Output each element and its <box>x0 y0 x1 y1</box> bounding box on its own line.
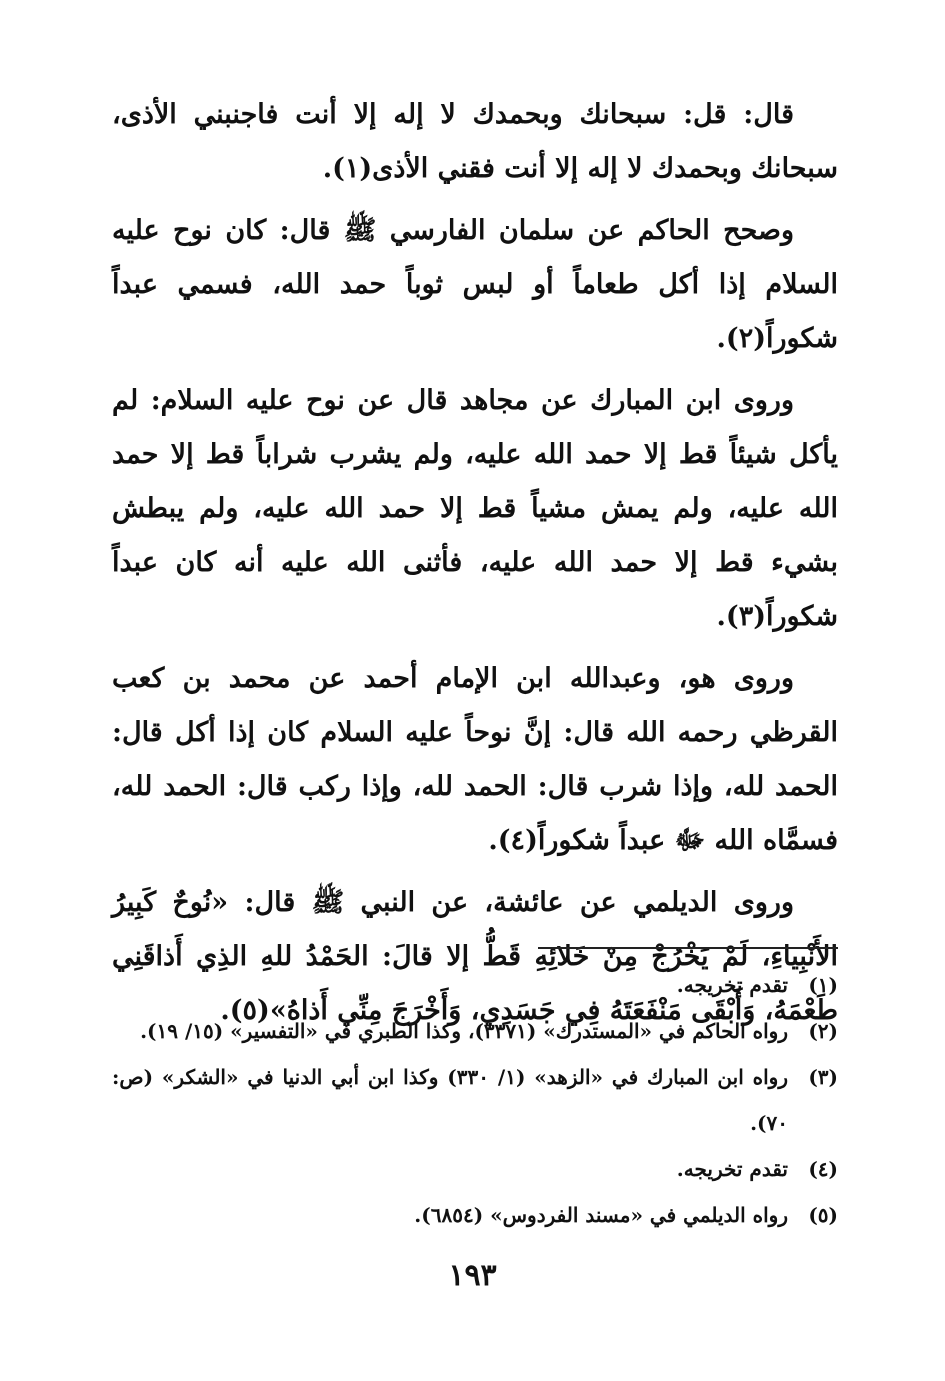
footnote-text: تقدم تخريجه. <box>676 1157 788 1181</box>
footnote-item <box>112 1192 838 1238</box>
footnote-text: رواه ابن المبارك في «الزهد» (١/ ٣٣٠) وكذا ابن أبي الدنيا في «الشكر» (ص: ٧٠). <box>112 1065 788 1135</box>
paragraph: وروى هو، وعبدالله ابن الإمام أحمد عن محمد بن كعب القرظي رحمه الله قال: إنَّ نوحاً عليه السلام كان إذا أكل قال: الحمد لله، وإذا شرب قال: الحمد لله، وإذا ركب قال: الحمد لله، فسمَّاه الله ﷻ عبداً شكوراً(٤). <box>112 663 838 856</box>
footnote-divider <box>538 947 838 949</box>
footnote-item <box>112 1008 838 1054</box>
footnote-number: (٤) <box>808 1157 838 1181</box>
paragraph: وروى ابن المبارك عن مجاهد قال عن نوح عليه السلام: لم يأكل شيئاً قط إلا حمد الله عليه، ولم يشرب شراباً قط إلا حمد الله عليه، ولم يمش مشياً قط إلا حمد الله عليه، ولم يبطش بشيء قط إلا حمد الله عليه، فأثنى الله عليه أنه كان عبداً شكوراً(٣). <box>112 385 838 632</box>
footnote-item <box>112 1054 838 1146</box>
main-text <box>112 88 838 1046</box>
footnotes <box>112 962 838 1238</box>
footnote-text: رواه الحاكم في «المستدرك» (٣٣٧١)، وكذا الطبري في «التفسير» (١٥/ ١٩). <box>140 1019 788 1043</box>
footnote-text: تقدم تخريجه. <box>676 973 788 997</box>
footnote-number: (١) <box>808 973 838 997</box>
footnote-text: رواه الديلمي في «مسند الفردوس» (٦٨٥٤). <box>414 1203 788 1227</box>
paragraph: وروى الديلمي عن عائشة، عن النبي ﷺ قال: «نُوحٌ كَبِيرُ الأَنْبِياءِ، لَمْ يَخْرُجْ مِنْ خَلائِهِ قَطُّ إلا قالَ: الحَمْدُ للهِ الذِي أَذاقَنِي طَعْمَهُ، وَأَبْقَى مَنْفَعَتَهُ فِي جَسَدِي، وَأَخْرَجَ مِنِّي أَذاهُ»(٥). <box>112 887 838 1026</box>
paragraph: قال: قل: سبحانك وبحمدك لا إله إلا أنت فاجنبني الأذى، سبحانك وبحمدك لا إله إلا أنت فقني الأذى(١). <box>112 99 838 184</box>
footnote-item <box>112 1146 838 1192</box>
footnote-number: (٢) <box>808 1019 838 1043</box>
page-number: ١٩٣ <box>448 1258 497 1293</box>
footnote-number: (٥) <box>808 1203 838 1227</box>
paragraph: وصحح الحاكم عن سلمان الفارسي ﷺ قال: كان نوح عليه السلام إذا أكل طعاماً أو لبس ثوباً حمد الله، فسمي عبداً شكوراً(٢). <box>112 215 838 354</box>
footnote-number: (٣) <box>808 1065 838 1089</box>
footnote-item <box>112 962 838 1008</box>
